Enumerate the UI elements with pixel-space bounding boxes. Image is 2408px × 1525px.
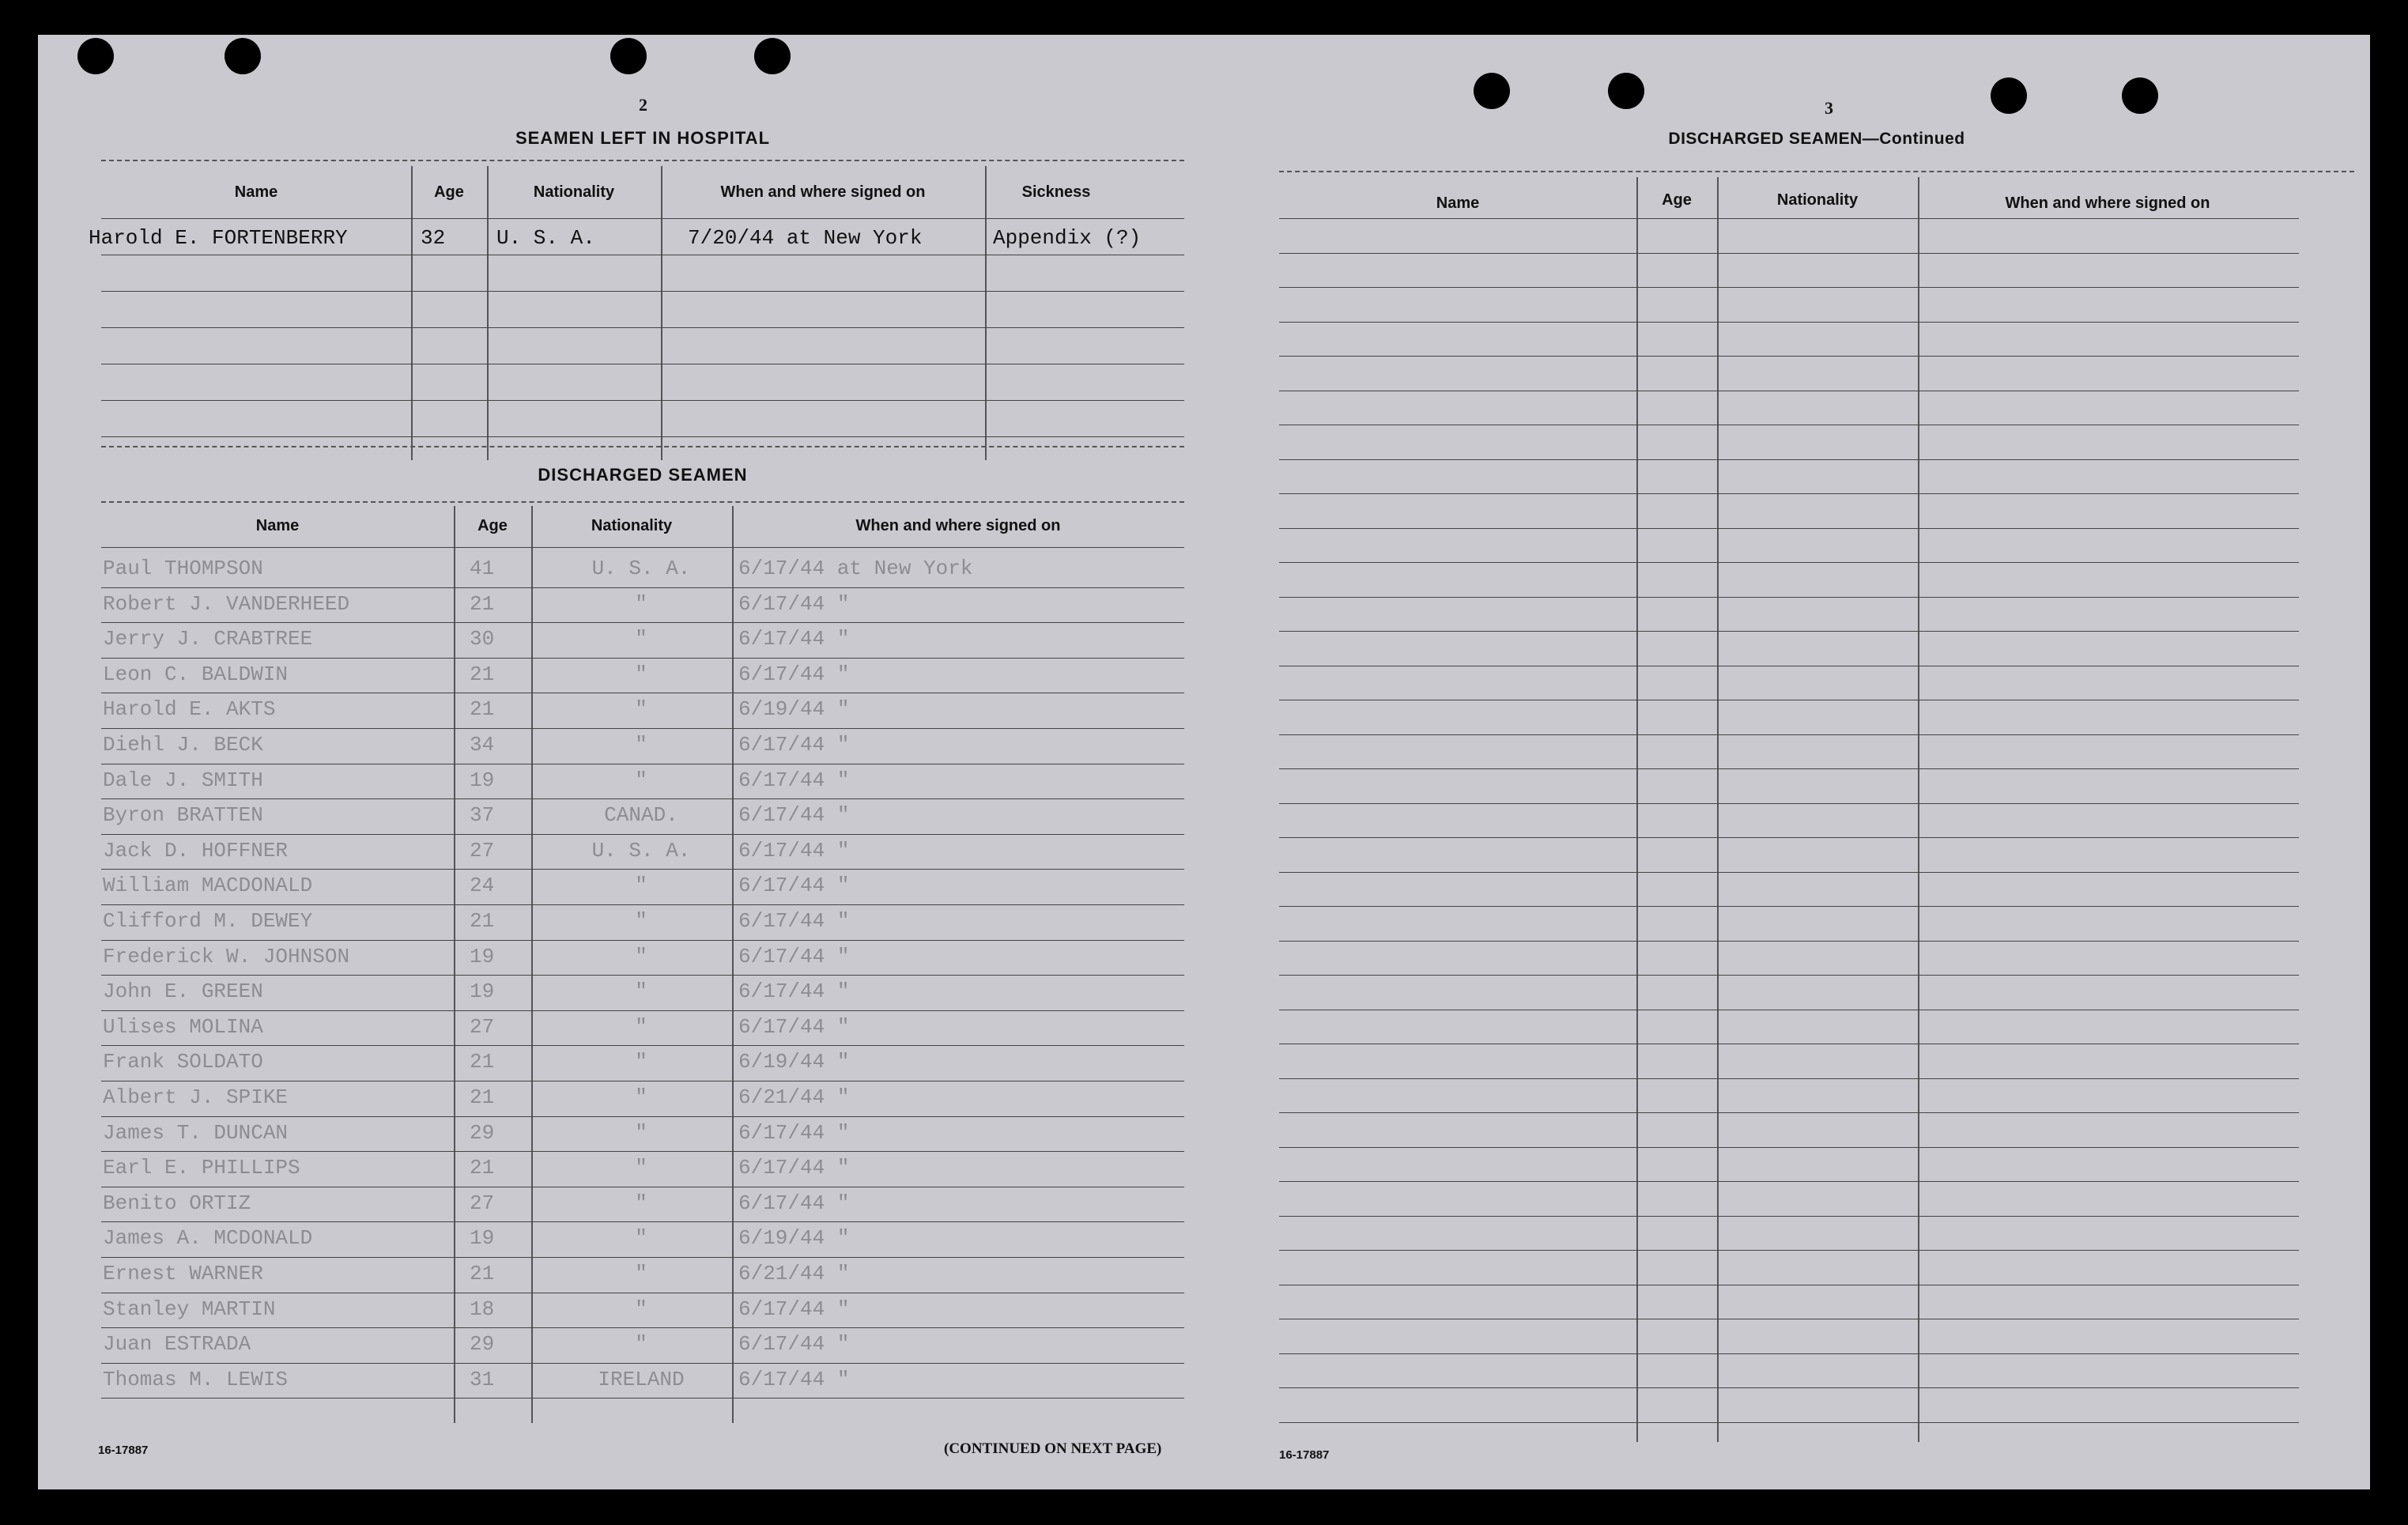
seaman-signed-on: 6/17/44 ": [738, 909, 850, 933]
row-line: [101, 1151, 1184, 1152]
row-line: [1279, 459, 2299, 460]
seaman-nationality: ": [635, 1332, 647, 1357]
row-line: [101, 940, 1184, 941]
seaman-age: 34: [470, 733, 495, 757]
seaman-name: Leon C. BALDWIN: [103, 662, 289, 686]
row-line: [1279, 218, 2299, 219]
seaman-nationality: ": [635, 1226, 647, 1251]
row-line: [1279, 1250, 2299, 1251]
seaman-signed-on: 6/17/44 ": [738, 733, 850, 757]
row-line: [101, 1221, 1184, 1222]
column-divider: [411, 166, 413, 460]
row-line: [1279, 322, 2299, 323]
row-line: [101, 1363, 1184, 1364]
right-page: [1279, 35, 2354, 1489]
row-line: [1279, 253, 2299, 254]
seaman-age: 30: [470, 627, 495, 651]
column-divider: [531, 506, 533, 1423]
row-line: [1279, 631, 2299, 632]
row-line: [1279, 941, 2299, 942]
hospital-nationality: U. S. A.: [496, 226, 595, 250]
seaman-nationality: U. S. A.: [591, 838, 691, 863]
row-line: [101, 587, 1184, 588]
column-divider: [454, 506, 455, 1423]
seaman-nationality: ": [635, 768, 647, 792]
column-divider: [985, 166, 987, 460]
row-line: [1279, 1112, 2299, 1113]
seaman-signed-on: 6/17/44 ": [738, 768, 850, 792]
seaman-name: Ulises MOLINA: [103, 1014, 263, 1039]
header-name: Name: [1436, 194, 1480, 212]
row-line: [1279, 837, 2299, 838]
seaman-age: 27: [470, 838, 495, 863]
seaman-signed-on: 6/17/44 ": [738, 1191, 850, 1215]
discharged-table: [101, 506, 1184, 1423]
seaman-name: Harold E. AKTS: [103, 697, 276, 722]
header-when-where: When and where signed on: [2005, 194, 2210, 212]
header-age: Age: [434, 183, 464, 201]
seaman-signed-on: 6/19/44 ": [738, 697, 850, 722]
seaman-age: 37: [470, 803, 495, 828]
row-line: [101, 798, 1184, 799]
row-line: [101, 658, 1184, 659]
seaman-signed-on: 6/17/44 ": [738, 1014, 850, 1039]
seaman-age: 24: [470, 874, 495, 898]
seaman-nationality: ": [635, 662, 647, 686]
seaman-name: Byron BRATTEN: [103, 803, 263, 828]
seaman-age: 21: [470, 1050, 495, 1074]
seaman-nationality: ": [635, 1156, 647, 1180]
seaman-name: James T. DUNCAN: [103, 1120, 289, 1145]
continued-note: (CONTINUED ON NEXT PAGE): [944, 1440, 1162, 1457]
seaman-name: Benito ORTIZ: [103, 1191, 251, 1215]
seaman-signed-on: 6/21/44 ": [738, 1262, 850, 1285]
seaman-nationality: ": [635, 1014, 647, 1039]
seaman-age: 29: [470, 1332, 495, 1357]
seaman-name: Thomas M. LEWIS: [103, 1367, 289, 1391]
seaman-signed-on: 6/17/44 ": [738, 627, 850, 651]
header-age: Age: [477, 517, 508, 534]
seaman-nationality: ": [635, 874, 647, 898]
hospital-table: [89, 166, 1184, 474]
seaman-nationality: CANAD.: [604, 803, 678, 828]
seaman-nationality: ": [635, 1120, 647, 1145]
page-number: 2: [639, 95, 647, 115]
seaman-signed-on: 6/17/44 at New York: [738, 557, 973, 580]
row-line: [1279, 872, 2299, 873]
seaman-nationality: ": [635, 1297, 647, 1321]
seaman-name: William MACDONALD: [103, 874, 313, 898]
seaman-name: Ernest WARNER: [103, 1262, 263, 1285]
hospital-sickness: Appendix (?): [993, 226, 1142, 250]
column-divider: [487, 166, 489, 460]
row-line: [1279, 493, 2299, 494]
hospital-section-title: SEAMEN LEFT IN HOSPITAL: [515, 128, 771, 148]
row-line: [1279, 734, 2299, 735]
seaman-signed-on: 6/17/44 ": [738, 591, 850, 616]
seaman-signed-on: 6/17/44 ": [738, 803, 850, 828]
page-number: 3: [1825, 98, 1833, 118]
seaman-age: 21: [470, 591, 495, 616]
seaman-signed-on: 6/19/44 ": [738, 1226, 850, 1251]
row-line: [1279, 562, 2299, 563]
seaman-name: Stanley MARTIN: [103, 1297, 276, 1321]
row-line: [1279, 287, 2299, 288]
column-divider: [732, 506, 734, 1423]
seaman-signed-on: 6/17/44 ": [738, 874, 850, 898]
seaman-age: 21: [470, 697, 495, 722]
seaman-signed-on: 6/17/44 ": [738, 662, 850, 686]
form-number: 16-17887: [1279, 1448, 1330, 1462]
row-line: [101, 1116, 1184, 1117]
hospital-name: Harold E. FORTENBERRY: [89, 226, 348, 250]
seaman-nationality: IRELAND: [598, 1367, 685, 1391]
seaman-name: Jack D. HOFFNER: [103, 838, 289, 863]
seaman-signed-on: 6/17/44 ": [738, 1367, 850, 1391]
header-nationality: Nationality: [591, 517, 673, 534]
seaman-signed-on: 6/17/44 ": [738, 1332, 850, 1357]
row-line: [1279, 1387, 2299, 1388]
divider: [1279, 171, 2354, 172]
seaman-name: Frederick W. JOHNSON: [103, 944, 350, 968]
row-line: [1279, 1078, 2299, 1079]
seaman-nationality: ": [635, 591, 647, 616]
seaman-age: 21: [470, 662, 495, 686]
row-line: [1279, 768, 2299, 769]
row-line: [101, 904, 1184, 905]
seaman-signed-on: 6/17/44 ": [738, 838, 850, 863]
row-line: [101, 869, 1184, 870]
seaman-age: 19: [470, 944, 495, 968]
seaman-age: 21: [470, 1085, 495, 1109]
row-line: [1279, 1353, 2299, 1354]
row-line: [1279, 975, 2299, 976]
seaman-name: Paul THOMPSON: [103, 557, 263, 580]
header-name: Name: [255, 517, 300, 534]
seaman-age: 19: [470, 1226, 495, 1251]
seaman-age: 27: [470, 1014, 495, 1039]
seaman-age: 18: [470, 1297, 495, 1321]
row-line: [1279, 356, 2299, 357]
row-line: [1279, 1147, 2299, 1148]
row-line: [101, 547, 1184, 548]
row-line: [101, 1010, 1184, 1011]
seaman-signed-on: 6/17/44 ": [738, 1297, 850, 1321]
discharged-section-title: DISCHARGED SEAMEN: [538, 465, 748, 485]
row-line: [1279, 528, 2299, 529]
column-divider: [1717, 177, 1719, 1442]
form-number: 16-17887: [98, 1444, 149, 1457]
seaman-name: Clifford M. DEWEY: [103, 909, 313, 933]
seaman-name: Juan ESTRADA: [103, 1332, 251, 1357]
seaman-age: 41: [470, 557, 495, 580]
row-line: [101, 1045, 1184, 1046]
row-line: [101, 728, 1184, 729]
row-line: [1279, 803, 2299, 804]
column-divider: [1636, 177, 1638, 1442]
seaman-name: John E. GREEN: [103, 980, 263, 1004]
seaman-age: 27: [470, 1191, 495, 1215]
left-page: [89, 35, 1184, 1489]
divider: [101, 446, 1184, 447]
continued-section-title: DISCHARGED SEAMEN—Continued: [1668, 130, 1965, 148]
hospital-age: 32: [421, 226, 446, 250]
seaman-name: Earl E. PHILLIPS: [103, 1156, 300, 1180]
header-name: Name: [234, 183, 278, 201]
seaman-age: 19: [470, 768, 495, 792]
seaman-age: 29: [470, 1120, 495, 1145]
row-line: [101, 436, 1184, 437]
row-line: [101, 218, 1184, 219]
seaman-nationality: ": [635, 733, 647, 757]
header-nationality: Nationality: [533, 183, 615, 201]
seaman-signed-on: 6/19/44 ": [738, 1050, 850, 1074]
divider: [101, 160, 1184, 161]
row-line: [101, 1398, 1184, 1399]
seaman-age: 31: [470, 1367, 495, 1391]
ledger-paper: [38, 35, 2370, 1489]
column-divider: [661, 166, 662, 460]
seaman-age: 21: [470, 1156, 495, 1180]
seaman-name: Frank SOLDATO: [103, 1050, 263, 1074]
seaman-nationality: U. S. A.: [591, 557, 691, 580]
row-line: [101, 622, 1184, 623]
seaman-nationality: ": [635, 697, 647, 722]
seaman-name: Albert J. SPIKE: [103, 1085, 289, 1109]
row-line: [101, 1257, 1184, 1258]
seaman-signed-on: 6/21/44 ": [738, 1085, 850, 1109]
seaman-signed-on: 6/17/44 ": [738, 944, 850, 968]
seaman-name: Robert J. VANDERHEED: [103, 591, 350, 616]
hospital-signed-on: 7/20/44 at New York: [688, 226, 923, 250]
seaman-signed-on: 6/17/44 ": [738, 980, 850, 1004]
row-line: [1279, 1181, 2299, 1182]
seaman-nationality: ": [635, 944, 647, 968]
row-line: [101, 291, 1184, 292]
row-line: [1279, 906, 2299, 907]
row-line: [1279, 1216, 2299, 1217]
seaman-nationality: ": [635, 980, 647, 1004]
seaman-nationality: ": [635, 627, 647, 651]
header-sickness: Sickness: [1021, 183, 1091, 201]
header-nationality: Nationality: [1776, 191, 1859, 209]
row-line: [101, 327, 1184, 328]
row-line: [1279, 1422, 2299, 1423]
seaman-age: 19: [470, 980, 495, 1004]
row-line: [101, 975, 1184, 976]
row-line: [1279, 597, 2299, 598]
seaman-nationality: ": [635, 1085, 647, 1109]
header-when-where: When and where signed on: [855, 517, 1061, 534]
seaman-nationality: ": [635, 1191, 647, 1215]
row-line: [101, 400, 1184, 401]
header-when-where: When and where signed on: [720, 183, 926, 201]
row-line: [101, 834, 1184, 835]
seaman-age: 21: [470, 1262, 495, 1285]
seaman-nationality: ": [635, 1050, 647, 1074]
seaman-nationality: ": [635, 1262, 647, 1285]
seaman-name: Jerry J. CRABTREE: [103, 627, 313, 651]
seaman-signed-on: 6/17/44 ": [738, 1120, 850, 1145]
continued-table: [1279, 177, 2299, 1442]
seaman-name: James A. MCDONALD: [103, 1226, 313, 1251]
row-line: [101, 1327, 1184, 1328]
seaman-signed-on: 6/17/44 ": [738, 1156, 850, 1180]
header-age: Age: [1662, 191, 1692, 209]
divider: [101, 501, 1184, 503]
seaman-age: 21: [470, 909, 495, 933]
seaman-nationality: ": [635, 909, 647, 933]
column-divider: [1918, 177, 1919, 1442]
seaman-name: Diehl J. BECK: [103, 733, 263, 757]
seaman-name: Dale J. SMITH: [103, 768, 263, 792]
